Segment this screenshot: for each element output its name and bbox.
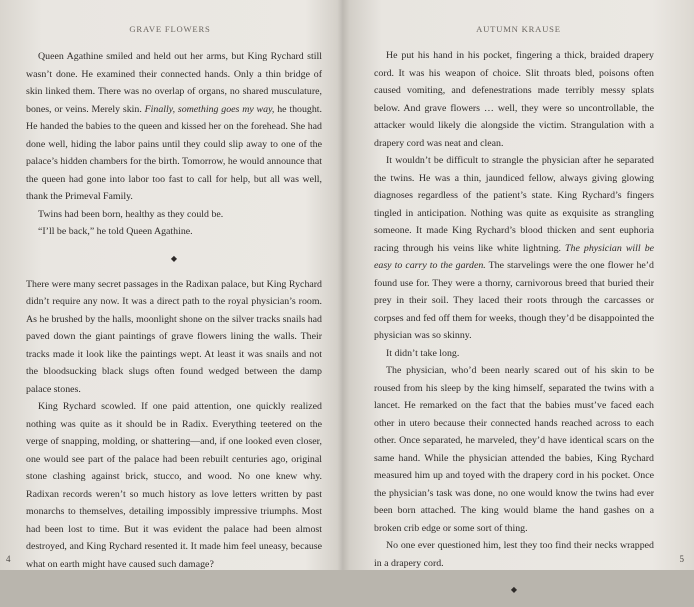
paragraph: “I’ll be back,” he told Queen Agathine. [38,226,193,237]
paragraph: King Rychard scowled. If one paid attention, one quickly realized nothing was quite as it should be in Radix. Everything teetered on the verge of snapping, molding, or shattering—and, if one looked even closer, one would see part of the palace had been rebuilt centuries ago, original stone clashing against brick, stucco, and wood. No one knew why. Radixan records weren’t so much history as love letters written by past monarchs to themselves, detailing impossibly impressive triumphs. Most had been lost to time. But it was evident the palace had been almost destroyed, and King Rychard resented it. It made him feel uneasy, because what on earth might have caused such damage? [26,401,322,570]
right-page-body [374,47,654,607]
paragraph: The physician, who’d been nearly scared out of his skin to be roused from his sleep by the king himself, separated the twins with a lancet. He remarked on the fact that the babies must’ve faced each other in utero because their connected hands reached across to each other. Once separated, he marveled, they’d have identical scars on the same hand. While the physician attended the babies, King Rychard measured him up and toyed with the drapery cord in his pocket. Once the physician’s task was done, no one would know the twins had ever been born attached. The king would blame the hand gashes on a broken crib edge or some sort of thing. [374,365,654,534]
section-break-ornament: ◆ [510,585,518,594]
italic-thought: Finally, something goes my way, [144,103,275,115]
paragraph-text: It wouldn’t be difficult to strangle the physician after he separated the twins. He was a thin, jaundiced fellow, always giving glowing diagnoses regardless of the patient’s state. King Rychard’s fingers tingled in anticipation. Nothing was quite as exquisite as strangling someone. It made King Rychard’s blood thicken and sent euphoria racing through his veins like white lightning. [374,155,654,254]
paragraph [26,48,322,206]
paragraph: It didn’t take long. [386,347,460,359]
paragraph [374,152,654,345]
page-number-right: 5 [679,554,684,564]
paragraph: No one ever questioned him, lest they too find their necks wrapped in a drapery cord. [374,540,654,569]
paragraph: There were many secret passages in the Radixan palace, but King Rychard didn’t require any now. It was a direct path to the royal physician’s room. As he brushed by the halls, moonlight shone on the silver tracks snails had paved down the giant paintings of grave flowers lining the walls. Their tracks made it look like the paintings wept. At least it was snails and not the bloodsucking black slugs often found wedged between the damp palace stones. [26,278,322,395]
running-head-right: AUTUMN KRAUSE [476,24,561,34]
paragraph-text: he thought. He handed the babies to the queen and kissed her on the forehead. She had done well, hiding the labor pains until they could slip away to one of the palace’s hidden chambers for the birth. Tomorrow, he would announce that the queen had gone into labor too fast to call for help, but all was well, thank the Primeval Family. [26,103,322,202]
left-page-body [26,48,322,573]
section-break-ornament: ◆ [170,253,178,263]
paragraph: Twins had been born, healthy as they could be. [38,208,224,220]
paragraph-text: The starvelings were the one flower he’d found use for. They were a thorny, carnivorous breed that buried their prey in their soil. They laced their roots through the carcasses or corpses and fed off them for weeks, though they’d be disappointed the physician was so skinny. [374,260,654,341]
page-number-left: 4 [6,554,11,564]
paragraph-text: Queen Agathine smiled and held out her arms, but King Rychard still wasn’t done. He examined their connected hands. Only a thin bridge of skin linked them. There was no overlap of organs, no shared musculature, bones, or veins. Merely skin. [26,51,322,115]
left-page [0,0,340,570]
paragraph: He put his hand in his pocket, fingering a thick, braided drapery cord. It was his weapon of choice. Slit throats bled, poisons often caused vomiting, and defenestrations made terribly messy splats below. And grave flowers … well, they were so uncontrollable, the attacker would likely die alongside the victim. Strangulation with a drapery cord was neat and clean. [374,50,654,149]
italic-thought: The physician will be easy to carry to the garden. [374,242,655,271]
running-head-left: GRAVE FLOWERS [129,24,211,34]
